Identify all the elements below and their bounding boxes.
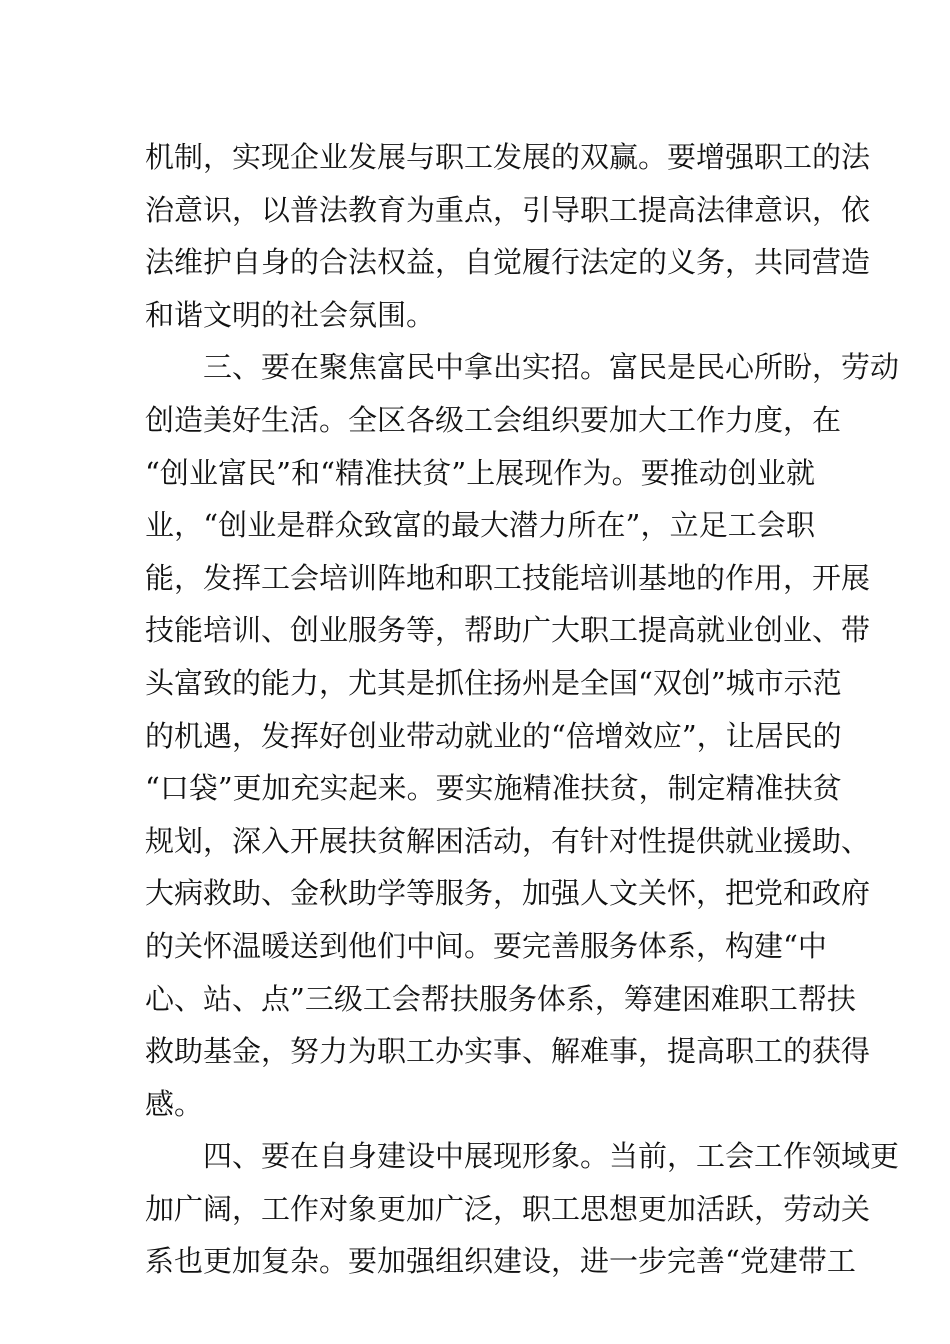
text-line: 的关怀温暖送到他们中间。要完善服务体系，构建“中 (145, 928, 827, 963)
text-line: 三、要在聚焦富民中拿出实招。富民是民心所盼，劳动 (145, 350, 900, 385)
text-line: 救助基金，努力为职工办实事、解难事，提高职工的获得 (145, 1034, 871, 1069)
text-line: 头富致的能力，尤其是抓住扬州是全国“双创”城市示范 (145, 665, 842, 700)
text-line: 法维护自身的合法权益，自觉履行法定的义务，共同营造 (145, 245, 871, 280)
text-line: 业，“创业是群众致富的最大潜力所在”，立足工会职 (145, 508, 815, 543)
text-line: 技能培训、创业服务等，帮助广大职工提高就业创业、带 (145, 613, 871, 648)
text-line: “口袋”更加充实起来。要实施精准扶贫，制定精准扶贫 (145, 771, 842, 806)
text-line: 能，发挥工会培训阵地和职工技能培训基地的作用，开展 (145, 560, 871, 595)
text-line: 治意识，以普法教育为重点，引导职工提高法律意识，依 (145, 192, 871, 227)
text-line: 加广阔，工作对象更加广泛，职工思想更加活跃，劳动关 (145, 1191, 871, 1226)
body-text (145, 131, 900, 1288)
text-line: 心、站、点”三级工会帮扶服务体系，筹建困难职工帮扶 (145, 981, 856, 1016)
text-line: 感。 (145, 1086, 204, 1121)
text-line: 系也更加复杂。要加强组织建设，进一步完善“党建带工 (145, 1244, 856, 1279)
text-line: 创造美好生活。全区各级工会组织要加大工作力度，在 (145, 402, 842, 437)
text-line: 四、要在自身建设中展现形象。当前，工会工作领域更 (145, 1139, 900, 1174)
text-line: “创业富民”和“精准扶贫”上展现作为。要推动创业就 (145, 455, 815, 490)
text-line: 的机遇，发挥好创业带动就业的“倍增效应”，让居民的 (145, 718, 842, 753)
text-line: 规划，深入开展扶贫解困活动，有针对性提供就业援助、 (145, 823, 871, 858)
text-line: 大病救助、金秋助学等服务，加强人文关怀，把党和政府 (145, 876, 871, 911)
text-line: 和谐文明的社会氛围。 (145, 297, 436, 332)
text-line: 机制，实现企业发展与职工发展的双赢。要增强职工的法 (145, 140, 871, 174)
